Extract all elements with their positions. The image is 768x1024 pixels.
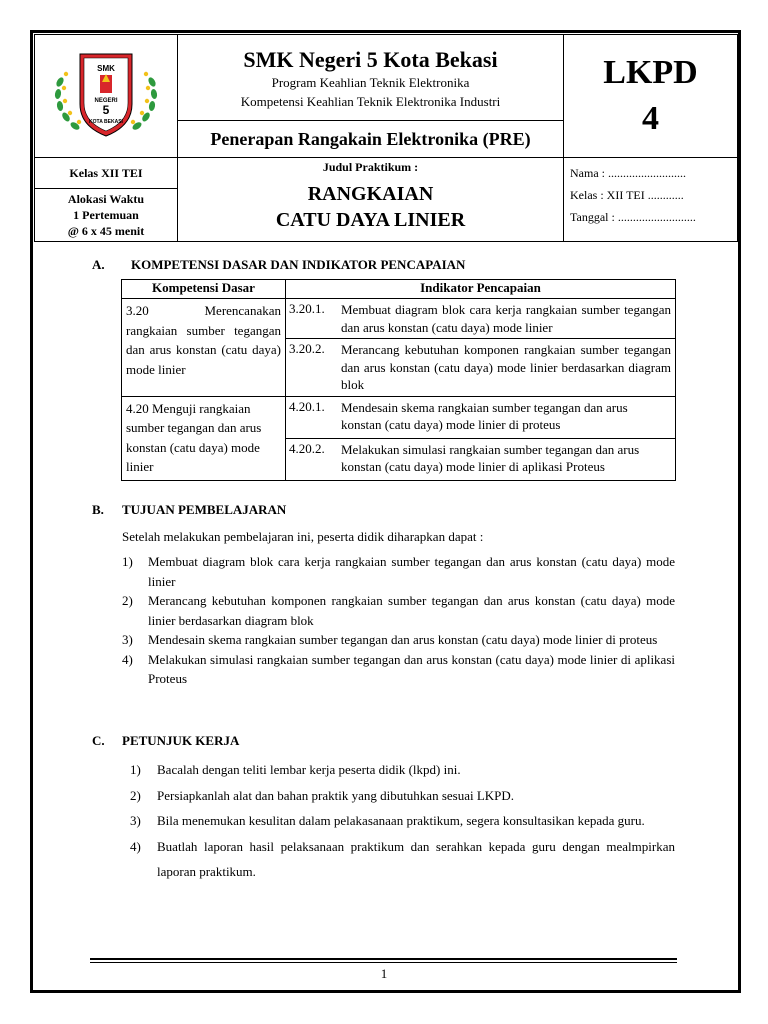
school-logo-cell	[35, 35, 178, 158]
lkpd-title: LKPD	[603, 54, 698, 91]
svg-text:5: 5	[102, 102, 110, 117]
section-a-letter: A.	[92, 257, 105, 272]
time-allocation	[35, 189, 178, 242]
table-row	[122, 396, 676, 480]
indicator-4-20-2: 4.20.2. Melakukan simulasi rangkaian sumber tegangan dan arus konstan (catu daya) mode linier di aplikasi Proteus	[286, 438, 675, 480]
list-item: 4) Buatlah laporan hasil pelaksanaan praktikum dan serahkan kepada guru dengan mealmpirkan laporan praktikum.	[130, 838, 675, 879]
subject-title: Penerapan Rangakain Elektronika (PRE)	[178, 121, 564, 158]
student-date-field[interactable]: Tanggal : ..........................	[570, 210, 696, 224]
col-kompetensi-dasar: Kompetensi Dasar	[122, 280, 286, 299]
list-item: 3) Bila menemukan kesulitan dalam pelakasanaan praktikum, segera konsultasikan kepada guru.	[130, 813, 645, 828]
practicum-title-line1: RANGKAIAN	[307, 183, 434, 205]
indicator-3-20-1: 3.20.1. Membuat diagram blok cara kerja rangkaian sumber tegangan dan arus konstan (catu daya) mode linier	[289, 301, 671, 335]
footer-divider	[90, 958, 677, 960]
school-logo	[50, 44, 162, 144]
program-keahlian: Program Keahlian Teknik Elektronika	[271, 74, 470, 90]
student-info	[564, 158, 738, 242]
time-allocation-meetings: 1 Pertemuan	[73, 208, 139, 222]
section-a-title: KOMPETENSI DASAR DAN INDIKATOR PENCAPAIAN	[131, 257, 466, 272]
list-item: 1) Membuat diagram blok cara kerja rangkaian sumber tegangan dan arus konstan (catu daya) mode linier	[122, 554, 675, 589]
list-item: 1) Bacalah dengan teliti lembar kerja peserta didik (lkpd) ini.	[130, 762, 461, 777]
lkpd-badge	[564, 35, 738, 158]
kd-3-20: 3.20 Merencanakan rangkaian sumber tegangan dan arus konstan (catu daya) mode linier	[122, 299, 286, 397]
svg-text:NEGERI: NEGERI	[94, 97, 118, 104]
learning-objectives-list	[122, 552, 675, 689]
table-row	[122, 299, 676, 397]
list-item: 2) Merancang kebutuhan komponen rangkaian sumber tegangan dan arus konstan (catu daya) mode linier berdasarkan diagram blok	[122, 593, 675, 628]
indicator-3-20-2: 3.20.2. Merancang kebutuhan komponen rangkaian sumber tegangan dan arus konstan (catu daya) mode linier berdasarkan diagram blok	[286, 338, 675, 396]
page-number: 1	[380, 966, 388, 981]
footer-divider-thin	[90, 962, 677, 963]
list-item: 2) Persiapkanlah alat dan bahan praktik yang dibutuhkan sesuai LKPD.	[130, 787, 515, 803]
svg-text:KOTA BEKASI: KOTA BEKASI	[89, 118, 123, 125]
indicator-4-20-1: 4.20.1. Mendesain skema rangkaian sumber tegangan dan arus konstan (catu daya) mode linier di proteus	[289, 398, 628, 432]
list-item: 4) Melakukan simulasi rangkaian sumber tegangan dan arus konstan (catu daya) mode linier di aplikasi Proteus	[122, 651, 675, 686]
work-instructions-list	[130, 757, 675, 885]
practicum-label: Judul Praktikum :	[322, 160, 419, 174]
practicum-title-cell	[178, 158, 564, 242]
class-label: Kelas XII TEI	[35, 158, 178, 189]
list-item: 3) Mendesain skema rangkaian sumber tegangan dan arus konstan (catu daya) mode linier di proteus	[122, 632, 658, 647]
lkpd-number: 4	[642, 100, 659, 137]
svg-text:SMK: SMK	[97, 63, 115, 73]
student-name-field[interactable]: Nama : ..........................	[570, 166, 686, 180]
header-table	[34, 34, 738, 242]
kompetensi-keahlian: Kompetensi Keahlian Teknik Elektronika Industri	[240, 93, 501, 109]
school-name: SMK Negeri 5 Kota Bekasi	[243, 46, 498, 72]
section-c-title: PETUNJUK KERJA	[122, 733, 240, 748]
section-b-intro: Setelah melakukan pembelajaran ini, peserta didik diharapkan dapat :	[122, 529, 484, 544]
section-b-letter: B.	[92, 502, 104, 517]
competency-table	[121, 279, 676, 481]
section-c-letter: C.	[92, 733, 105, 748]
practicum-title-line2: CATU DAYA LINIER	[275, 209, 466, 231]
section-b-title: TUJUAN PEMBELAJARAN	[122, 502, 287, 517]
school-identity	[178, 35, 564, 121]
kd-4-20: 4.20 Menguji rangkaian sumber tegangan dan arus konstan (catu daya) mode linier	[122, 396, 286, 480]
time-allocation-label: Alokasi Waktu	[67, 192, 145, 206]
time-allocation-duration: @ 6 x 45 menit	[67, 224, 145, 238]
student-class-field[interactable]: Kelas : XII TEI ............	[570, 188, 684, 202]
col-indikator-pencapaian: Indikator Pencapaian	[286, 280, 676, 299]
